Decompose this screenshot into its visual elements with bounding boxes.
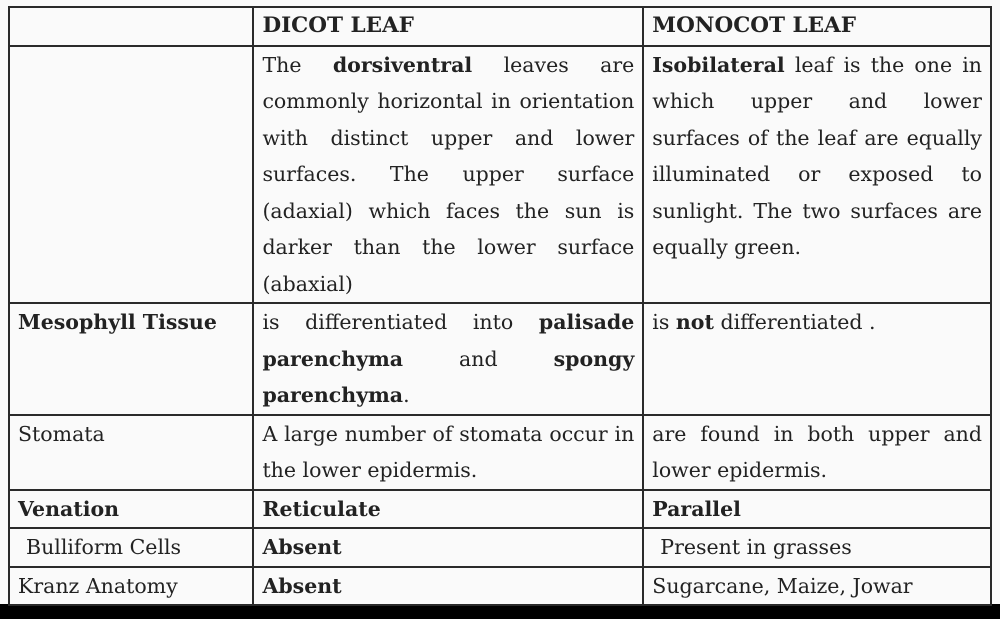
monocot-cell: Present in grasses <box>643 528 991 567</box>
monocot-cell: are found in both upper and lower epidermis. <box>643 415 991 490</box>
row-label <box>9 46 253 304</box>
cell-text-bold: spongy parenchyma <box>262 346 635 407</box>
table-header-row <box>9 7 991 46</box>
comparison-table <box>8 6 992 606</box>
cell-text: differentiated . <box>713 310 876 334</box>
dicot-cell <box>253 46 643 304</box>
cell-text: leaves are commonly horizontal in orientation with distinct upper and lower surfaces. The upper surface (adaxial) which faces the sun is darker than the lower surface (abaxial) <box>262 52 635 296</box>
dicot-cell: A large number of stomata occur in the lower epidermis. <box>253 415 643 490</box>
table-row <box>9 46 991 304</box>
cell-text: The <box>262 52 333 77</box>
row-label: Kranz Anatomy <box>9 567 253 606</box>
monocot-cell <box>643 303 991 415</box>
table-row <box>9 567 991 606</box>
cell-text: is differentiated into <box>262 310 539 334</box>
header-monocot-leaf: MONOCOT LEAF <box>643 7 991 46</box>
dicot-cell: Absent <box>253 567 643 606</box>
table-row <box>9 528 991 567</box>
row-label: Bulliform Cells <box>9 528 253 567</box>
row-label: Stomata <box>9 415 253 490</box>
cell-text-bold: palisade parenchyma <box>262 310 635 371</box>
cell-text-bold: dorsiventral <box>332 52 473 77</box>
row-label: Venation <box>9 490 253 529</box>
cell-text: is <box>652 310 676 334</box>
cell-text: . <box>403 383 410 407</box>
table-row <box>9 415 991 490</box>
cell-text: and <box>403 346 554 371</box>
row-label: Mesophyll Tissue <box>9 303 253 415</box>
monocot-cell <box>643 46 991 304</box>
dicot-cell <box>253 303 643 415</box>
monocot-cell: Sugarcane, Maize, Jowar <box>643 567 991 606</box>
monocot-cell: Parallel <box>643 490 991 529</box>
cell-text-bold: not <box>675 310 714 334</box>
dicot-cell: Reticulate <box>253 490 643 529</box>
table-row <box>9 490 991 529</box>
table-row <box>9 303 991 415</box>
dicot-cell: Absent <box>253 528 643 567</box>
header-dicot-leaf: DICOT LEAF <box>253 7 643 46</box>
cell-text: leaf is the one in which upper and lower surfaces of the leaf are equally illuminated or exposed to sunlight. The two surfaces are equally green. <box>652 52 982 259</box>
header-blank-cell <box>9 7 253 46</box>
cell-text-bold: Isobilateral <box>652 52 785 77</box>
